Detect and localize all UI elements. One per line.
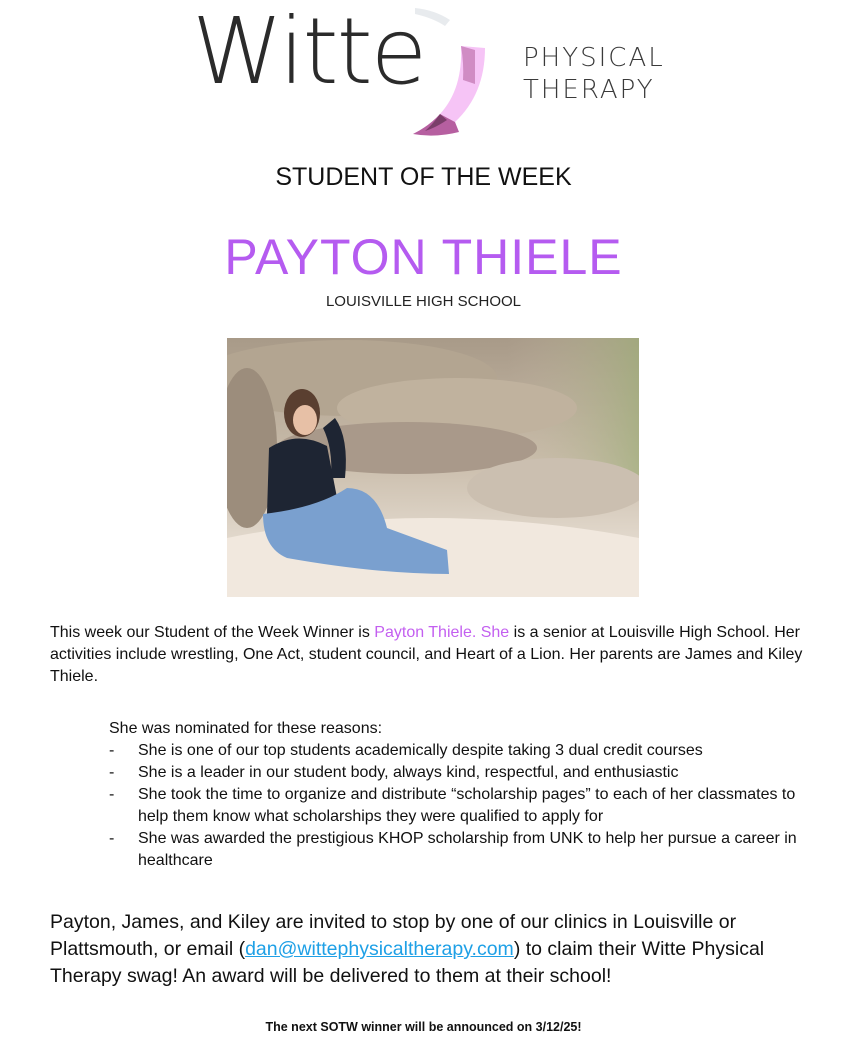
- logo-tagline-physical: PHYSICAL: [523, 43, 665, 73]
- reasons-list: [109, 740, 809, 872]
- list-item: [109, 740, 809, 762]
- logo-wordmark: Witte: [192, 0, 426, 105]
- bullet-dash: -: [109, 786, 115, 803]
- list-item: [109, 828, 809, 872]
- logo-tagline-therapy: THERAPY: [523, 75, 655, 105]
- claim-paragraph: [50, 909, 810, 990]
- intro-text-part2: is a senior at Louisville High School. Her activities include wrestling, One Act, student council, and Heart of a Lion. Her parents are James and Kiley Thiele.: [50, 624, 803, 685]
- email-link[interactable]: dan@wittephysicaltherapy.com: [245, 938, 514, 960]
- page-title: STUDENT OF THE WEEK: [275, 163, 572, 191]
- bullet-dash: -: [109, 764, 115, 781]
- nomination-section: [109, 718, 809, 872]
- student-name: PAYTON THIELE: [224, 229, 623, 285]
- intro-text-part1: This week our Student of the Week Winner is: [50, 624, 375, 641]
- reason-text: She is one of our top students academically despite taking 3 dual credit courses: [138, 742, 703, 759]
- bullet-dash: -: [109, 830, 115, 847]
- intro-paragraph: [50, 622, 810, 688]
- photo-illustration: [227, 338, 639, 597]
- witte-logo: [190, 0, 690, 138]
- nomination-lead: She was nominated for these reasons:: [109, 720, 383, 737]
- logo-tagline: [523, 42, 665, 106]
- claim-text-part2: ) to claim their Witte Physical Therapy swag! An award will be delivered to them at their school!: [50, 938, 765, 987]
- logo-arc-icon: [395, 4, 505, 138]
- list-item: [109, 784, 809, 828]
- reason-text: She was awarded the prestigious KHOP scholarship from UNK to help her pursue a career in healthcare: [138, 830, 797, 869]
- list-item: [109, 762, 809, 784]
- school-name: LOUISVILLE HIGH SCHOOL: [325, 293, 522, 310]
- footer-announcement: The next SOTW winner will be announced on 3/12/25!: [265, 1020, 582, 1034]
- intro-highlight-name: Payton Thiele. She: [374, 624, 510, 641]
- reason-text: She took the time to organize and distribute “scholarship pages” to each of her classmates to help them know what scholarships they were qualified to apply for: [138, 786, 796, 825]
- reason-text: She is a leader in our student body, always kind, respectful, and enthusiastic: [138, 764, 679, 781]
- bullet-dash: -: [109, 742, 115, 759]
- student-photo: [227, 338, 639, 597]
- claim-text-part1: Payton, James, and Kiley are invited to stop by one of our clinics in Louisville or Plattsmouth, or email (: [50, 911, 737, 960]
